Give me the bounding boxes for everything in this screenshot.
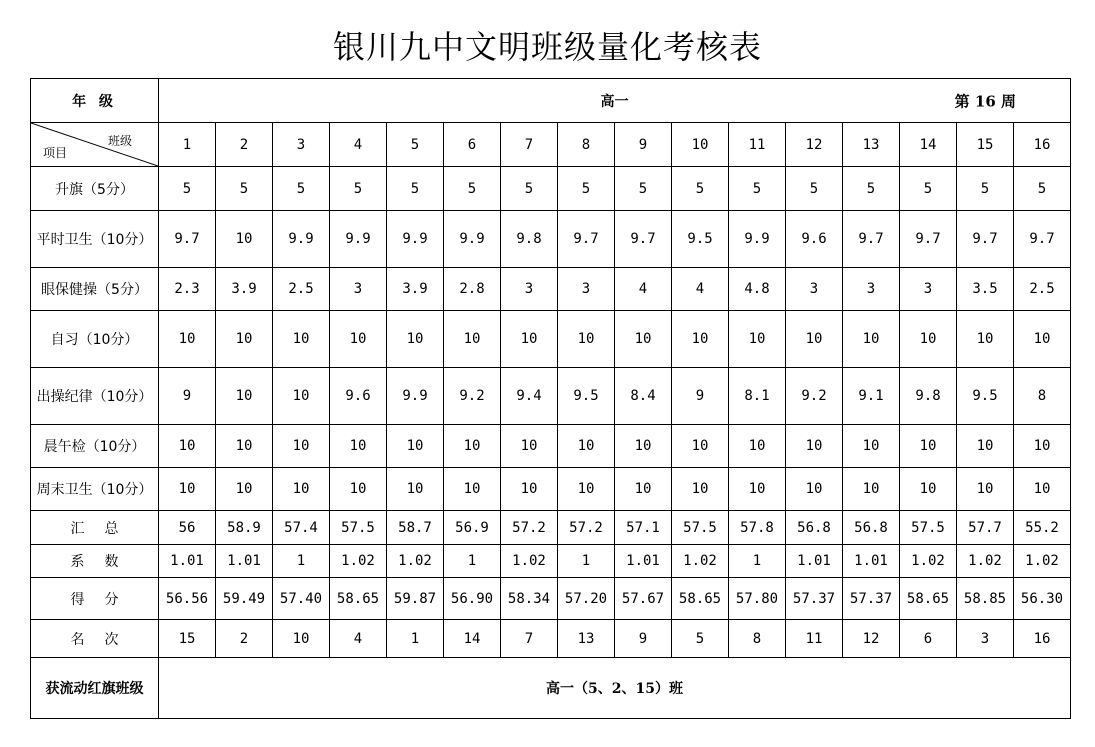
score-cell: 9.7 bbox=[843, 211, 900, 268]
score-cell: 57.67 bbox=[615, 578, 672, 620]
score-cell: 1.02 bbox=[1014, 545, 1071, 578]
score-cell: 10 bbox=[900, 311, 957, 368]
score-cell: 10 bbox=[900, 468, 957, 511]
score-cell: 10 bbox=[216, 468, 273, 511]
score-cell: 9.1 bbox=[843, 368, 900, 425]
score-cell: 9.9 bbox=[387, 368, 444, 425]
score-cell: 10 bbox=[1014, 425, 1071, 468]
class-number: 15 bbox=[957, 123, 1014, 167]
score-cell: 10 bbox=[786, 468, 843, 511]
score-cell: 4.8 bbox=[729, 268, 786, 311]
score-cell: 11 bbox=[786, 620, 843, 658]
score-cell: 10 bbox=[159, 311, 216, 368]
score-cell: 10 bbox=[273, 368, 330, 425]
score-cell: 8 bbox=[1014, 368, 1071, 425]
score-cell: 8.4 bbox=[615, 368, 672, 425]
score-cell: 9.4 bbox=[501, 368, 558, 425]
score-cell: 10 bbox=[786, 425, 843, 468]
score-cell: 2.3 bbox=[159, 268, 216, 311]
class-number: 9 bbox=[615, 123, 672, 167]
score-cell: 4 bbox=[330, 620, 387, 658]
score-cell: 9.8 bbox=[501, 211, 558, 268]
class-number: 13 bbox=[843, 123, 900, 167]
score-cell: 1.02 bbox=[501, 545, 558, 578]
score-cell: 10 bbox=[216, 425, 273, 468]
grade-value: 高一 bbox=[600, 93, 629, 110]
score-cell: 1.01 bbox=[216, 545, 273, 578]
score-cell: 9.5 bbox=[558, 368, 615, 425]
score-cell: 1 bbox=[558, 545, 615, 578]
score-cell: 5 bbox=[387, 167, 444, 211]
score-cell: 10 bbox=[615, 468, 672, 511]
score-cell: 10 bbox=[843, 311, 900, 368]
score-cell: 58.85 bbox=[957, 578, 1014, 620]
score-cell: 9 bbox=[672, 368, 729, 425]
score-cell: 57.5 bbox=[672, 511, 729, 545]
score-cell: 10 bbox=[672, 425, 729, 468]
score-cell: 5 bbox=[444, 167, 501, 211]
score-cell: 58.65 bbox=[672, 578, 729, 620]
score-cell: 7 bbox=[501, 620, 558, 658]
score-cell: 5 bbox=[501, 167, 558, 211]
score-cell: 10 bbox=[444, 311, 501, 368]
score-cell: 10 bbox=[216, 368, 273, 425]
score-cell: 5 bbox=[273, 167, 330, 211]
score-cell: 56.8 bbox=[786, 511, 843, 545]
red-flag-label: 获流动红旗班级 bbox=[31, 658, 159, 719]
score-cell: 9.2 bbox=[786, 368, 843, 425]
class-number: 6 bbox=[444, 123, 501, 167]
score-cell: 5 bbox=[957, 167, 1014, 211]
class-number: 16 bbox=[1014, 123, 1071, 167]
score-cell: 58.9 bbox=[216, 511, 273, 545]
score-cell: 1.01 bbox=[843, 545, 900, 578]
score-cell: 10 bbox=[273, 620, 330, 658]
diagonal-row-label: 项目 bbox=[43, 146, 68, 160]
score-cell: 9.5 bbox=[957, 368, 1014, 425]
score-cell: 1.02 bbox=[330, 545, 387, 578]
score-cell: 10 bbox=[387, 468, 444, 511]
row-label: 汇总 bbox=[31, 511, 159, 545]
score-cell: 2 bbox=[216, 620, 273, 658]
score-cell: 10 bbox=[330, 311, 387, 368]
score-cell: 3 bbox=[501, 268, 558, 311]
score-cell: 57.37 bbox=[786, 578, 843, 620]
score-cell: 4 bbox=[615, 268, 672, 311]
class-number: 3 bbox=[273, 123, 330, 167]
grade-row bbox=[31, 79, 1071, 123]
score-cell: 1.01 bbox=[159, 545, 216, 578]
score-cell: 5 bbox=[729, 167, 786, 211]
row-label: 周末卫生（10分） bbox=[31, 468, 159, 511]
row-label: 系数 bbox=[31, 545, 159, 578]
score-cell: 9.7 bbox=[159, 211, 216, 268]
score-cell: 9 bbox=[615, 620, 672, 658]
score-cell: 9.9 bbox=[444, 211, 501, 268]
score-cell: 56.90 bbox=[444, 578, 501, 620]
score-cell: 1.02 bbox=[387, 545, 444, 578]
table-row bbox=[31, 368, 1071, 425]
score-cell: 1.02 bbox=[900, 545, 957, 578]
score-cell: 10 bbox=[558, 311, 615, 368]
score-cell: 10 bbox=[501, 468, 558, 511]
score-cell: 10 bbox=[843, 425, 900, 468]
score-cell: 58.65 bbox=[900, 578, 957, 620]
score-cell: 10 bbox=[957, 425, 1014, 468]
score-cell: 10 bbox=[273, 468, 330, 511]
score-cell: 16 bbox=[1014, 620, 1071, 658]
table-row bbox=[31, 578, 1071, 620]
score-cell: 5 bbox=[159, 167, 216, 211]
score-cell: 56.9 bbox=[444, 511, 501, 545]
score-cell: 1 bbox=[387, 620, 444, 658]
assessment-table bbox=[30, 78, 1071, 719]
score-cell: 10 bbox=[273, 425, 330, 468]
score-cell: 15 bbox=[159, 620, 216, 658]
score-cell: 5 bbox=[672, 167, 729, 211]
score-cell: 3.9 bbox=[387, 268, 444, 311]
score-cell: 1.02 bbox=[957, 545, 1014, 578]
score-cell: 9.6 bbox=[330, 368, 387, 425]
score-cell: 9.9 bbox=[330, 211, 387, 268]
score-cell: 56.8 bbox=[843, 511, 900, 545]
score-cell: 57.7 bbox=[957, 511, 1014, 545]
grade-label: 年 级 bbox=[31, 79, 159, 123]
score-cell: 9.7 bbox=[558, 211, 615, 268]
score-cell: 10 bbox=[558, 468, 615, 511]
diagonal-column-label: 班级 bbox=[107, 134, 132, 148]
score-cell: 5 bbox=[1014, 167, 1071, 211]
score-cell: 14 bbox=[444, 620, 501, 658]
score-cell: 56.30 bbox=[1014, 578, 1071, 620]
score-cell: 10 bbox=[444, 468, 501, 511]
score-cell: 3 bbox=[786, 268, 843, 311]
score-cell: 3 bbox=[558, 268, 615, 311]
score-cell: 10 bbox=[900, 425, 957, 468]
row-label: 眼保健操（5分） bbox=[31, 268, 159, 311]
class-number: 5 bbox=[387, 123, 444, 167]
table-row bbox=[31, 620, 1071, 658]
score-cell: 10 bbox=[843, 468, 900, 511]
score-cell: 13 bbox=[558, 620, 615, 658]
class-number: 7 bbox=[501, 123, 558, 167]
score-cell: 9.7 bbox=[900, 211, 957, 268]
score-cell: 10 bbox=[615, 311, 672, 368]
score-cell: 8.1 bbox=[729, 368, 786, 425]
score-cell: 1 bbox=[444, 545, 501, 578]
score-cell: 56.56 bbox=[159, 578, 216, 620]
score-cell: 10 bbox=[159, 468, 216, 511]
score-cell: 10 bbox=[615, 425, 672, 468]
score-cell: 59.87 bbox=[387, 578, 444, 620]
class-number: 12 bbox=[786, 123, 843, 167]
score-cell: 2.5 bbox=[273, 268, 330, 311]
score-cell: 9.9 bbox=[273, 211, 330, 268]
grade-value-cell bbox=[159, 79, 1071, 123]
row-label: 得分 bbox=[31, 578, 159, 620]
score-cell: 10 bbox=[216, 211, 273, 268]
score-cell: 58.34 bbox=[501, 578, 558, 620]
score-cell: 10 bbox=[729, 468, 786, 511]
red-flag-row bbox=[31, 658, 1071, 719]
score-cell: 2.5 bbox=[1014, 268, 1071, 311]
class-number: 10 bbox=[672, 123, 729, 167]
week-label: 第 16 周 bbox=[954, 92, 1016, 110]
table-row bbox=[31, 425, 1071, 468]
table-row bbox=[31, 268, 1071, 311]
class-number: 8 bbox=[558, 123, 615, 167]
score-cell: 10 bbox=[1014, 311, 1071, 368]
score-cell: 57.2 bbox=[501, 511, 558, 545]
score-cell: 1.01 bbox=[615, 545, 672, 578]
score-cell: 1.01 bbox=[786, 545, 843, 578]
score-cell: 58.7 bbox=[387, 511, 444, 545]
score-cell: 10 bbox=[672, 311, 729, 368]
score-cell: 9.9 bbox=[729, 211, 786, 268]
score-cell: 10 bbox=[672, 468, 729, 511]
score-cell: 1.02 bbox=[672, 545, 729, 578]
score-cell: 10 bbox=[501, 311, 558, 368]
table-row bbox=[31, 468, 1071, 511]
score-cell: 9.2 bbox=[444, 368, 501, 425]
table-row bbox=[31, 311, 1071, 368]
score-cell: 10 bbox=[159, 425, 216, 468]
score-cell: 2.8 bbox=[444, 268, 501, 311]
score-cell: 8 bbox=[729, 620, 786, 658]
row-label: 平时卫生（10分） bbox=[31, 211, 159, 268]
score-cell: 3.5 bbox=[957, 268, 1014, 311]
score-cell: 9 bbox=[159, 368, 216, 425]
score-cell: 9.6 bbox=[786, 211, 843, 268]
score-cell: 9.5 bbox=[672, 211, 729, 268]
score-cell: 5 bbox=[330, 167, 387, 211]
score-cell: 3 bbox=[957, 620, 1014, 658]
score-cell: 57.5 bbox=[330, 511, 387, 545]
score-cell: 10 bbox=[330, 468, 387, 511]
class-number: 2 bbox=[216, 123, 273, 167]
score-cell: 5 bbox=[615, 167, 672, 211]
class-number: 11 bbox=[729, 123, 786, 167]
score-cell: 3 bbox=[843, 268, 900, 311]
score-cell: 57.20 bbox=[558, 578, 615, 620]
score-cell: 5 bbox=[558, 167, 615, 211]
score-cell: 10 bbox=[558, 425, 615, 468]
score-cell: 57.80 bbox=[729, 578, 786, 620]
score-cell: 9.7 bbox=[615, 211, 672, 268]
score-cell: 57.37 bbox=[843, 578, 900, 620]
score-cell: 10 bbox=[216, 311, 273, 368]
score-cell: 3 bbox=[330, 268, 387, 311]
score-cell: 57.2 bbox=[558, 511, 615, 545]
row-label: 升旗（5分） bbox=[31, 167, 159, 211]
diagonal-header-cell bbox=[31, 123, 159, 167]
row-label: 名次 bbox=[31, 620, 159, 658]
score-cell: 6 bbox=[900, 620, 957, 658]
score-cell: 57.5 bbox=[900, 511, 957, 545]
score-cell: 56 bbox=[159, 511, 216, 545]
class-number: 4 bbox=[330, 123, 387, 167]
row-label: 出操纪律（10分） bbox=[31, 368, 159, 425]
score-cell: 5 bbox=[672, 620, 729, 658]
table-row bbox=[31, 167, 1071, 211]
score-cell: 10 bbox=[273, 311, 330, 368]
row-label: 自习（10分） bbox=[31, 311, 159, 368]
score-cell: 12 bbox=[843, 620, 900, 658]
score-cell: 5 bbox=[843, 167, 900, 211]
score-cell: 1 bbox=[273, 545, 330, 578]
score-cell: 9.7 bbox=[957, 211, 1014, 268]
score-cell: 9.9 bbox=[387, 211, 444, 268]
score-cell: 10 bbox=[1014, 468, 1071, 511]
table-row bbox=[31, 211, 1071, 268]
score-cell: 9.7 bbox=[1014, 211, 1071, 268]
score-cell: 5 bbox=[900, 167, 957, 211]
score-cell: 10 bbox=[387, 425, 444, 468]
table-row bbox=[31, 511, 1071, 545]
score-cell: 10 bbox=[501, 425, 558, 468]
score-cell: 5 bbox=[786, 167, 843, 211]
score-cell: 1 bbox=[729, 545, 786, 578]
class-number-row bbox=[31, 123, 1071, 167]
score-cell: 57.1 bbox=[615, 511, 672, 545]
score-cell: 10 bbox=[786, 311, 843, 368]
score-cell: 59.49 bbox=[216, 578, 273, 620]
score-cell: 57.4 bbox=[273, 511, 330, 545]
score-cell: 10 bbox=[957, 468, 1014, 511]
score-cell: 57.8 bbox=[729, 511, 786, 545]
score-cell: 10 bbox=[330, 425, 387, 468]
row-label: 晨午检（10分） bbox=[31, 425, 159, 468]
score-cell: 10 bbox=[957, 311, 1014, 368]
class-number: 1 bbox=[159, 123, 216, 167]
score-cell: 10 bbox=[387, 311, 444, 368]
score-cell: 3.9 bbox=[216, 268, 273, 311]
score-cell: 10 bbox=[444, 425, 501, 468]
score-cell: 4 bbox=[672, 268, 729, 311]
score-cell: 5 bbox=[216, 167, 273, 211]
score-cell: 10 bbox=[729, 311, 786, 368]
score-cell: 9.8 bbox=[900, 368, 957, 425]
class-number: 14 bbox=[900, 123, 957, 167]
red-flag-classes: 高一（5、2、15）班 bbox=[159, 658, 1071, 719]
score-cell: 57.40 bbox=[273, 578, 330, 620]
score-cell: 10 bbox=[729, 425, 786, 468]
page-title: 银川九中文明班级量化考核表 bbox=[332, 28, 762, 66]
score-cell: 55.2 bbox=[1014, 511, 1071, 545]
score-cell: 3 bbox=[900, 268, 957, 311]
score-cell: 58.65 bbox=[330, 578, 387, 620]
table-row bbox=[31, 545, 1071, 578]
